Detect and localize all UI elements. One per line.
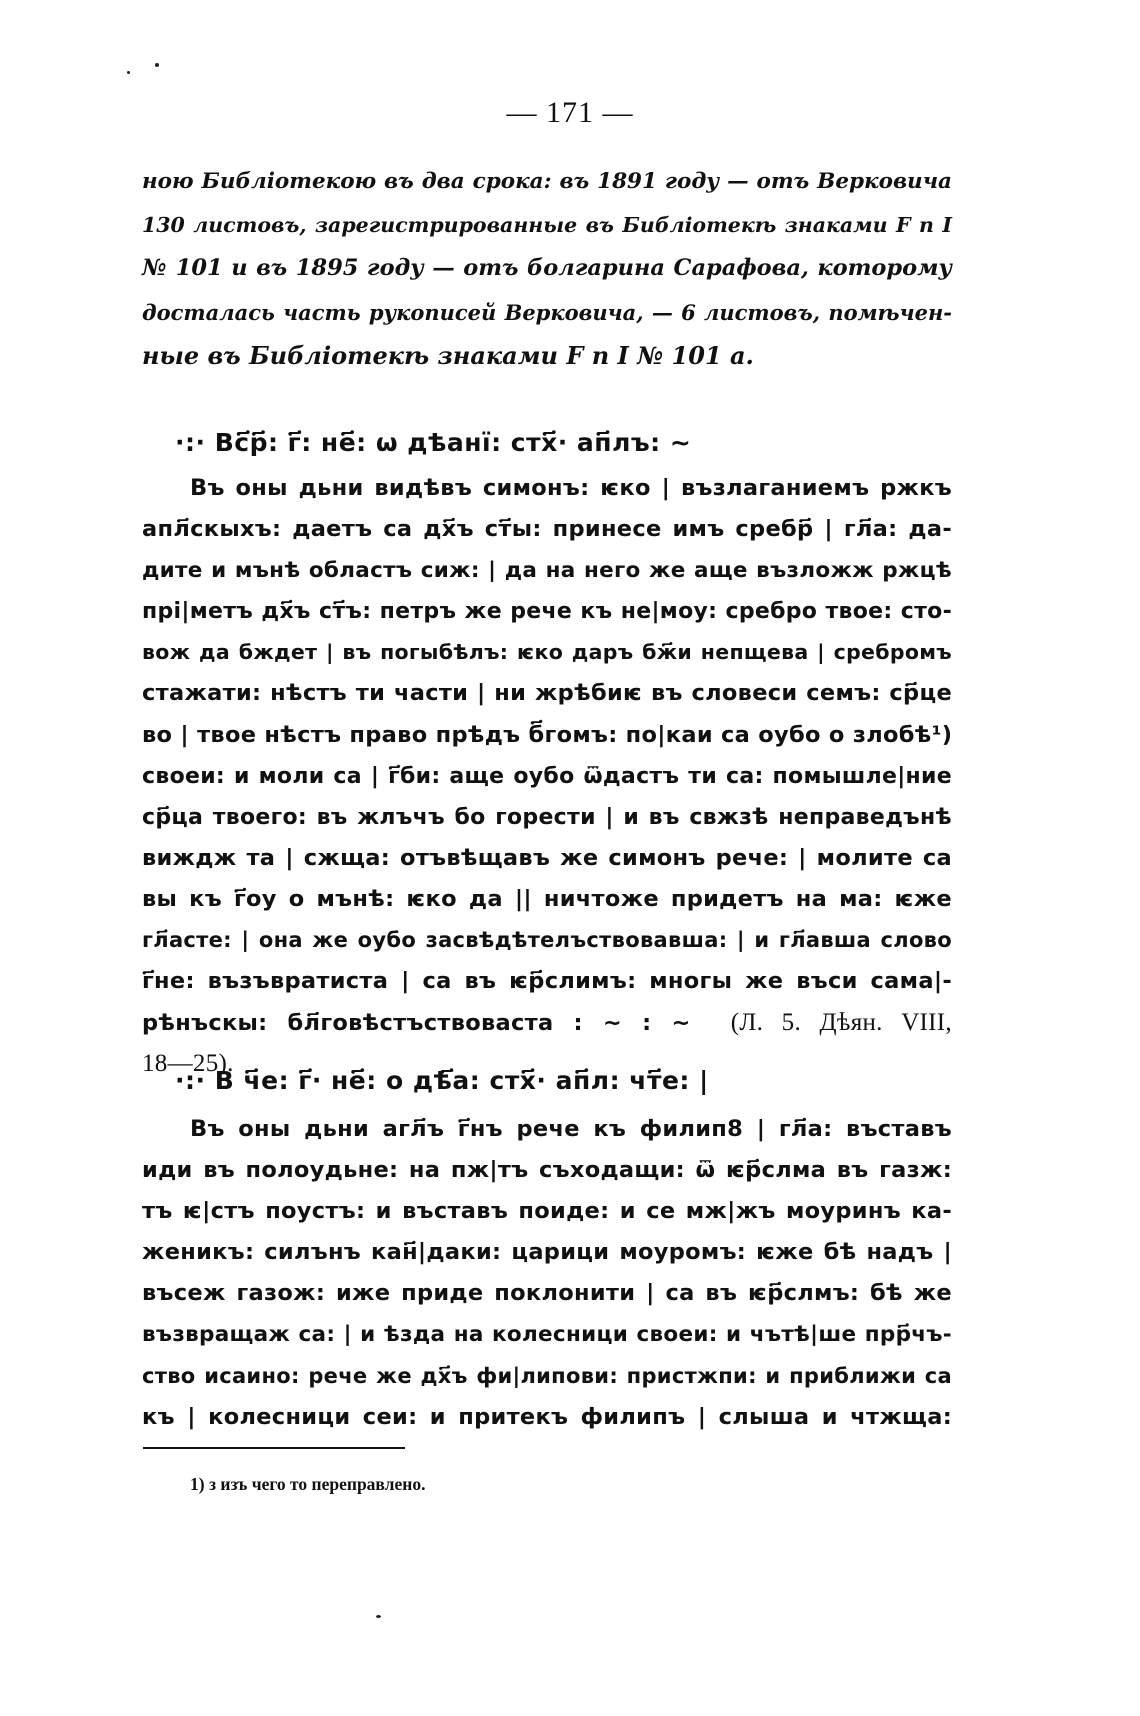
- footnote-divider: [143, 1447, 405, 1449]
- text-line: гл҃асте: | она же оубо засвѣдѣтелъствовавша: | и гл҃авша слово: [142, 928, 952, 953]
- intro-line: № 101 и въ 1895 году — отъ болгарина Сарафова, которому: [142, 255, 952, 281]
- text-line: дите и мънѣ областъ сиж: | да на него же аще възложж ржцѣ: [142, 558, 952, 584]
- text-line-with-reference: [142, 1002, 952, 1043]
- text-line: виждж та | сжща: отъвѣщавъ же симонъ рече: | молите са: [142, 844, 952, 871]
- text-line: г҃не: възъвратиста | са въ ѥр҃слимъ: многы же въси сама|-: [142, 968, 952, 995]
- slavonic-text-block: [142, 468, 952, 1084]
- text-line: възвращаж са: | и ѣзда на колесници своеи: и чътѣ|ше прр҃чъ-: [142, 1322, 952, 1348]
- text-line: къ | колесници сеи: и притекъ филипъ | слыша и чтжща:: [142, 1403, 952, 1430]
- intro-line: 130 листовъ, зарегистрированные въ Библіотекѣ знаками F п I: [142, 212, 952, 237]
- scripture-reference-end: 18—25).: [142, 1050, 234, 1078]
- print-speck: [376, 1615, 381, 1618]
- footnote: 1) з изъ чего то перепpавлено.: [190, 1474, 426, 1494]
- text-line: Въ оны дьни агл҃ъ г҃нъ рече къ филип8 | гл҃а: въставъ: [190, 1116, 952, 1142]
- intro-line: досталась часть рукописей Верковича, — 6 листовъ, помѣчен-: [142, 299, 952, 325]
- text-line: ср҃ца твоего: въ жлъчъ бо горести | и въ свжзѣ неправедънѣ: [142, 804, 952, 830]
- text-line: прі|метъ дх҃ъ ст҃ъ: петръ же рече къ не|моу: сребро твое: сто-: [142, 599, 952, 625]
- section-heading: ·:· В ч҃е: г҃· не҃: о дѣ҃а: стх҃· ап҃л: чт҃е: |: [175, 1066, 709, 1095]
- text-line: апл҃скыхъ: даетъ са дх҃ъ ст҃ы: принесе имъ сребр҃ | гл҃а: да-: [142, 516, 952, 543]
- text-line: во | твое нѣстъ право прѣдъ б҃гомъ: по|каи са оубо о злобѣ¹): [142, 721, 953, 748]
- text-line: своеи: и моли са | г҃би: аще оубо ѿдастъ ти са: помышле|ние: [142, 763, 952, 789]
- print-speck: [127, 71, 130, 74]
- section-heading: ·:· Вс҃р҃: г҃: не҃: ѡ дѣанї: стх҃· ап҃лъ: ~: [175, 428, 692, 457]
- text-line: Въ оны дьни видѣвъ симонъ: ѥко | възлаганиемъ ржкъ: [190, 475, 952, 501]
- page-number: — 171 —: [506, 96, 634, 129]
- text-line: вож да бждет | въ погыбѣлъ: ѥко даръ бж҃и непщева | сребромъ: [142, 640, 952, 665]
- text-fragment: рѣнъскы: бл҃говѣстъствоваста : ~ : ~: [142, 1010, 691, 1037]
- slavonic-text-block: [142, 1109, 952, 1438]
- intro-line: ные въ Библіотекѣ знаками F п I № 101 а.: [142, 341, 754, 370]
- text-line: въсеж газож: иже приде поклонити | са въ ѥр҃слмъ: бѣ же: [142, 1280, 952, 1307]
- scripture-reference: (Л. 5. Дѣян. VIII,: [730, 1009, 952, 1037]
- intro-paragraph: [142, 160, 952, 378]
- text-line: иди въ полоудьне: на пж|тъ съходащи: ѿ ѥр҃слма въ газж:: [142, 1157, 952, 1184]
- print-speck: [155, 63, 159, 67]
- text-line: ство исаино: рече же дх҃ъ фи|липови: пристжпи: и приближи са: [142, 1363, 952, 1388]
- text-line: вы къ г҃оу о мънѣ: ѥко да || ничтоже придетъ на ма: ѥже: [142, 885, 952, 912]
- text-line: стажати: нѣстъ ти части | ни жрѣбиѥ въ словеси семъ: ср҃це: [142, 680, 952, 707]
- text-line: женикъ: силънъ кан҃|даки: царици моуромъ: ѥже бѣ надъ |: [142, 1239, 952, 1266]
- intro-line: ною Библіотекою въ два срока: въ 1891 году — отъ Верковича: [142, 169, 952, 194]
- text-line: тъ ѥ|стъ поустъ: и въставъ поиде: и се мж|жъ моуринъ ка-: [142, 1198, 952, 1225]
